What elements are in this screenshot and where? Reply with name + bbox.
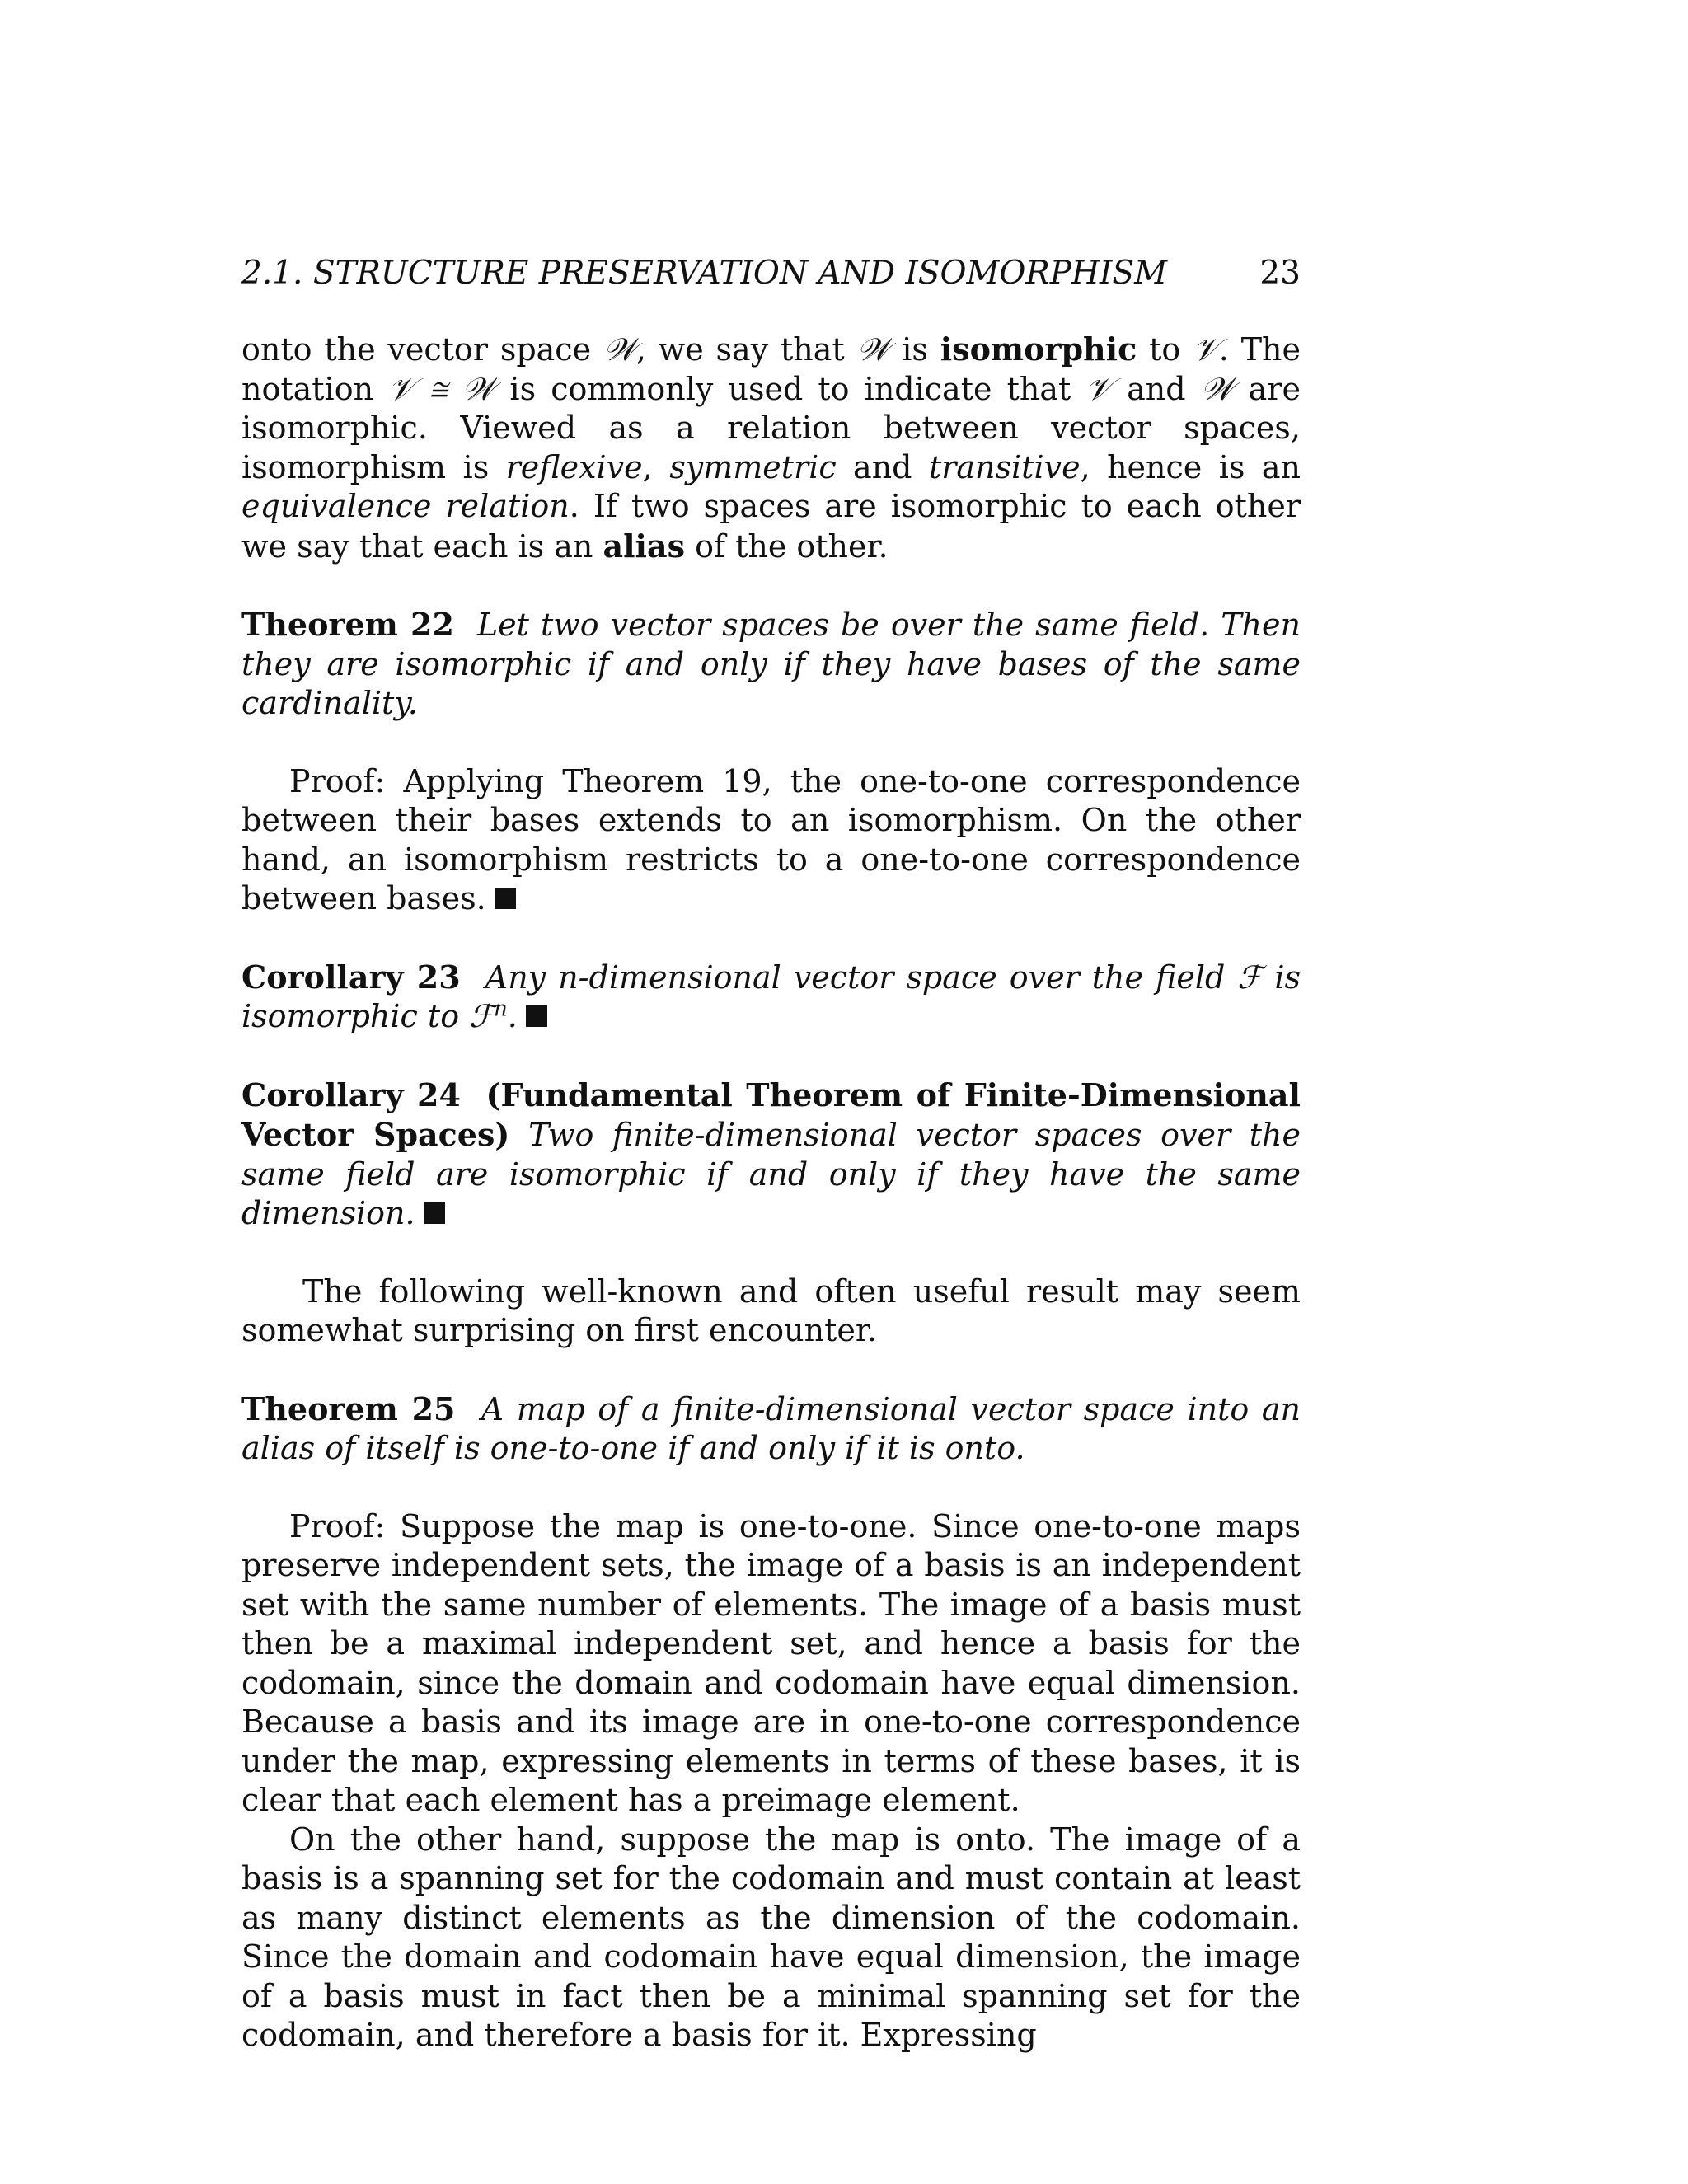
- math-W: 𝒲: [856, 331, 890, 368]
- theorem-25: [241, 1390, 1301, 1469]
- page: [241, 254, 1301, 2055]
- theorem-label: Theorem 22: [241, 606, 454, 643]
- term-alias: alias: [603, 527, 685, 565]
- intro-paragraph: onto the vector space 𝒲, we say that 𝒲 is isomorphic to 𝒱. The notation 𝒱 ≅ 𝒲 is commonly used to indicate that 𝒱 and 𝒲 are isomorphic. Viewed as a relation between vector spaces, isomorphism is reflexive, symmetric and transitive, hence is an equivalence relation. If two spaces are isomorphic to each other we say that each is an alias of the other.: [241, 330, 1301, 565]
- corollary-label: Corollary 23: [241, 958, 461, 996]
- proof-theorem-25-part1: Proof: Suppose the map is one-to-one. Since one-to-one maps preserve independent sets, the image of a basis is an independent set with the same number of elements. The image of a basis must then be a maximal independent set, and hence a basis for the codomain, since the domain and codomain have equal dimension. Because a basis and its image are in one-to-one correspondence under the map, expressing elements in terms of these bases, it is clear that each element has a preimage element.: [241, 1507, 1301, 1818]
- math-isomorphism-notation: 𝒱 ≅ 𝒲: [388, 370, 495, 407]
- math-V: 𝒱: [1193, 331, 1219, 368]
- math-V: 𝒱: [1085, 370, 1113, 407]
- corollary-24: [241, 1076, 1301, 1234]
- math-F: ℱ: [469, 998, 495, 1034]
- term-equivalence-relation: equivalence relation: [241, 488, 570, 524]
- theorem-label: Theorem 25: [241, 1390, 456, 1427]
- running-header: [241, 254, 1301, 293]
- qed-symbol: [526, 1005, 547, 1027]
- term-reflexive: reflexive: [505, 448, 643, 485]
- math-F: ℱ: [1237, 958, 1263, 996]
- proof-text: Proof: Applying Theorem 19, the one-to-one correspondence between their bases extends to an isomorphism. On the other hand, an isomorphism restricts to a one-to-one correspondence between bases.: [241, 762, 1301, 916]
- corollary-statement: Two finite-dimensional vector spaces over the same field are isomorphic if and only if they have the same dimension.: [241, 1117, 1301, 1231]
- term-isomorphic: isomorphic: [940, 330, 1137, 368]
- qed-symbol: [495, 888, 516, 909]
- math-W: 𝒲: [1200, 370, 1234, 407]
- corollary-23: Corollary 23 Any n-dimensional vector space over the field ℱ is isomorphic to ℱ$^n$.: [241, 958, 1301, 1034]
- theorem-statement: A map of a finite-dimensional vector space into an alias of itself is one-to-one if and only if it is onto.: [241, 1390, 1301, 1466]
- math-W: 𝒲: [603, 331, 636, 368]
- transition-paragraph: The following well-known and often useful result may seem somewhat surprising on first encounter.: [241, 1272, 1301, 1348]
- theorem-22: [241, 605, 1301, 724]
- proof-theorem-25-part2: On the other hand, suppose the map is onto. The image of a basis is a spanning set for the codomain and must contain at least as many distinct elements as the dimension of the codomain. Since the domain and codomain have equal dimension, the image of a basis must in fact then be a minimal spanning set for the codomain, and therefore a basis for it. Expressing: [241, 1821, 1301, 2053]
- corollary-label: Corollary 24: [241, 1076, 461, 1113]
- term-transitive: transitive: [928, 448, 1081, 485]
- page-number: 23: [1259, 255, 1301, 292]
- theorem-statement: Let two vector spaces be over the same field. Then they are isomorphic if and only if they have bases of the same cardinality.: [241, 607, 1301, 721]
- header-title: 2.1. STRUCTURE PRESERVATION AND ISOMORPHISM: [241, 255, 1168, 292]
- term-symmetric: symmetric: [669, 448, 837, 485]
- corollary-title: (Fundamental Theorem of Finite-Dimensional Vector Spaces): [241, 1076, 1301, 1153]
- qed-symbol: [424, 1202, 445, 1224]
- proof-theorem-22: [241, 762, 1301, 919]
- math-exponent: n: [494, 996, 508, 1022]
